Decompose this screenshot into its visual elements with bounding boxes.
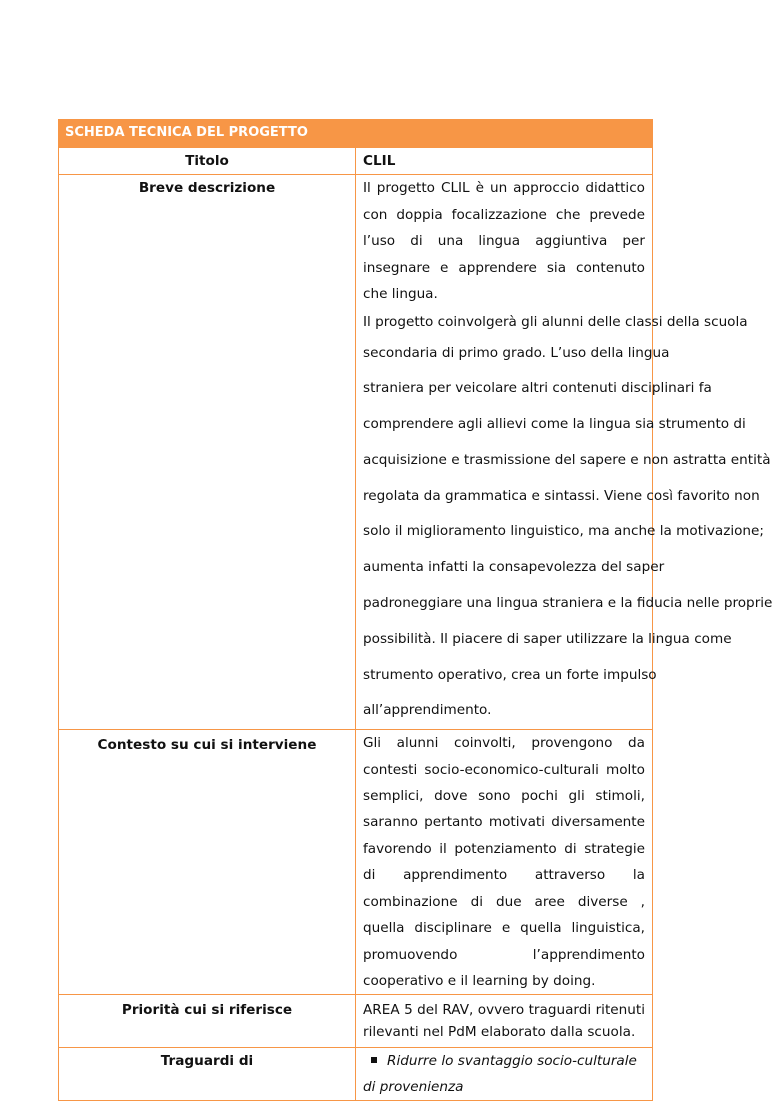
breve-line: comprendere agli allievi come la lingua sia strumento di: [363, 416, 746, 433]
header-row: [59, 120, 653, 148]
label-titolo: Titolo: [59, 148, 356, 175]
breve-line: regolata da grammatica e sintassi. Viene così favorito non: [363, 487, 760, 504]
breve-line: Il progetto coinvolgerà gli alunni delle classi della scuola: [363, 313, 748, 330]
label-traguardi: Traguardi di: [59, 1048, 356, 1101]
breve-lines: [363, 308, 772, 730]
breve-line: possibilità. Il piacere di saper utilizzare la lingua come: [363, 630, 732, 647]
row-contesto: [59, 730, 653, 995]
breve-line: all’apprendimento.: [363, 702, 492, 719]
value-titolo: CLIL: [356, 148, 653, 175]
row-priorita: [59, 995, 653, 1048]
breve-line: strumento operativo, crea un forte impulso: [363, 666, 657, 683]
breve-line: secondaria di primo grado. L’uso della lingua: [363, 344, 670, 361]
value-priorita: AREA 5 del RAV, ovvero traguardi ritenuti rilevanti nel PdM elaborato dalla scuola.: [356, 995, 653, 1048]
label-contesto: Contesto su cui si interviene: [59, 730, 356, 995]
value-contesto: Gli alunni coinvolti, provengono da contesti socio-economico-culturali molto semplici, dove sono pochi gli stimoli, saranno pertanto motivati diversamente favorendo il potenziamento di strategie di apprendimento attraverso la combinazione di due aree diverse , quella disciplinare e quella linguistica, promuovendo l’apprendimento cooperativo e il learning by doing.: [356, 730, 653, 995]
breve-line: aumenta infatti la consapevolezza del saper: [363, 559, 665, 576]
value-traguardi: [356, 1048, 653, 1101]
breve-intro: Il progetto CLIL è un approccio didattico con doppia focalizzazione che prevede l’uso di una lingua aggiuntiva per insegnare e apprendere sia contenuto che lingua.: [363, 180, 645, 302]
row-titolo: [59, 148, 653, 175]
breve-line: straniera per veicolare altri contenuti disciplinari fa: [363, 380, 712, 397]
value-breve-descrizione: [356, 175, 772, 730]
label-priorita: Priorità cui si riferisce: [59, 995, 356, 1048]
breve-line: solo il miglioramento linguistico, ma anche la motivazione;: [363, 523, 764, 540]
square-bullet-icon: [371, 1057, 377, 1063]
project-sheet-table: [58, 119, 772, 1101]
label-breve-descrizione: Breve descrizione: [59, 175, 356, 730]
sheet-title: SCHEDA TECNICA DEL PROGETTO: [59, 120, 653, 148]
breve-line: acquisizione e trasmissione del sapere e non astratta entità: [363, 451, 771, 468]
traguardi-bullet-text: Ridurre lo svantaggio socio-culturale di provenienza: [363, 1053, 637, 1096]
breve-line: padroneggiare una lingua straniera e la fiducia nelle proprie: [363, 595, 772, 612]
row-breve-descrizione: [59, 175, 653, 730]
row-traguardi: [59, 1048, 653, 1101]
